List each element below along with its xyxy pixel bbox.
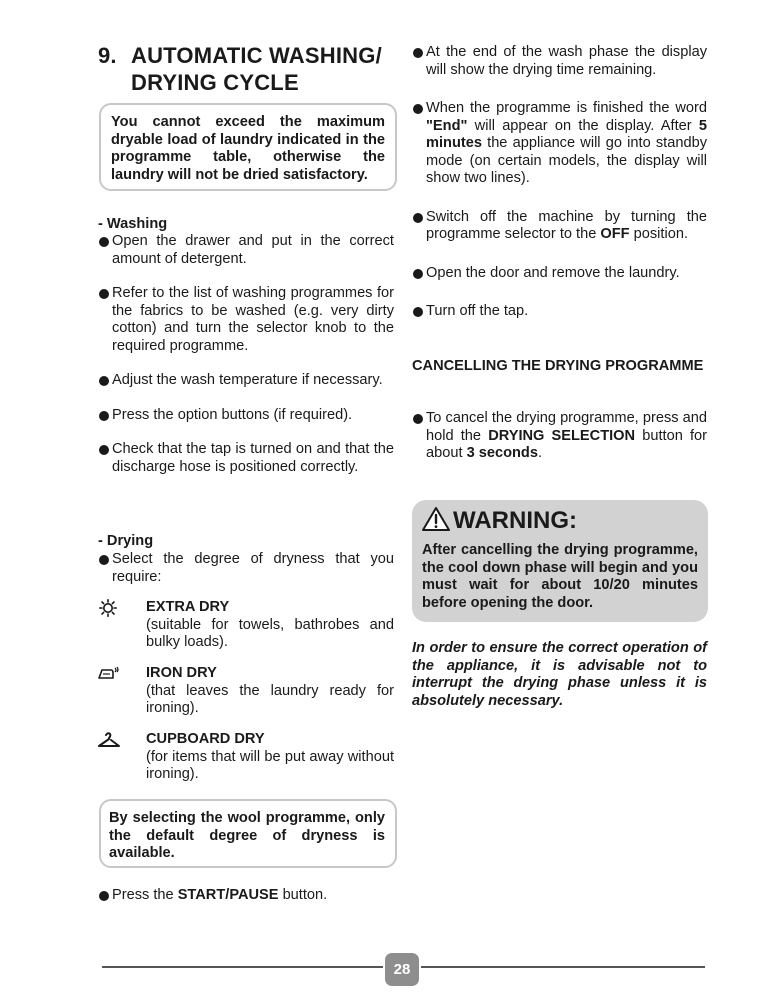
warning-text: After cancelling the drying programme, the cool down phase will begin and you must wait for about 10/20 minutes before opening the door.: [422, 542, 698, 611]
bullet-icon: [99, 289, 109, 299]
warning-box: [412, 500, 708, 622]
washing-bullet: Refer to the list of washing programmes for the fabrics to be washed (e.g. very dirty cotton) and turn the selector knob to the required programme.: [99, 285, 394, 355]
bullet-icon: [99, 555, 109, 565]
bullet-icon: [413, 307, 423, 317]
dryness-name: IRON DRY: [146, 665, 217, 681]
drying-bullet: Select the degree of dryness that you require:: [99, 551, 394, 586]
wool-notice-text: By selecting the wool programme, only the default degree of dryness is available.: [109, 810, 385, 861]
dryness-desc: (suitable for towels, bathrobes and bulky loads).: [146, 616, 394, 650]
dryness-extra-dry: [98, 599, 394, 652]
right-bullet: Switch off the machine by turning the programme selector to the OFF position.: [413, 209, 707, 244]
right-bullet: Open the door and remove the laundry.: [413, 265, 707, 283]
cancel-heading: CANCELLING THE DRYING PROGRAMME: [412, 358, 704, 374]
right-bullet: Turn off the tap.: [413, 303, 707, 321]
iron-icon: [98, 665, 120, 683]
dryness-cupboard-dry: [98, 731, 394, 784]
bullet-icon: [99, 376, 109, 386]
start-pause-label: START/PAUSE: [177, 887, 279, 903]
dryness-name: EXTRA DRY: [146, 599, 230, 615]
page-number: 28: [385, 953, 419, 986]
washing-heading: - Washing: [98, 216, 168, 232]
bullet-icon: [413, 213, 423, 223]
washing-bullet: Adjust the wash temperature if necessary.: [99, 372, 394, 390]
start-bullet: Press the START/PAUSE button.: [99, 887, 394, 905]
cancel-bullet: To cancel the drying programme, press and hold the DRYING SELECTION button for about 3 seconds.: [413, 410, 707, 463]
load-notice-text: You cannot exceed the maximum dryable load of laundry indicated in the programme table, otherwise the laundry will not be dried satisfactory.: [111, 114, 385, 183]
bullet-icon: [99, 891, 109, 901]
title-line-2: DRYING CYCLE: [131, 70, 299, 95]
sun-icon: [98, 599, 120, 617]
dryness-desc: (that leaves the laundry ready for ironing).: [146, 682, 394, 716]
warning-title: WARNING:: [422, 506, 577, 535]
section-title: [98, 42, 398, 96]
dryness-desc: (for items that will be put away without ironing).: [146, 748, 394, 782]
footer-rule-right: [421, 966, 705, 968]
warning-triangle-icon: [422, 506, 450, 532]
dryness-iron-dry: [98, 665, 394, 718]
washing-bullet: Open the drawer and put in the correct amount of detergent.: [99, 233, 394, 268]
bullet-icon: [413, 48, 423, 58]
bullet-icon: [99, 237, 109, 247]
bullet-icon: [99, 445, 109, 455]
title-line-1: AUTOMATIC WASHING/: [131, 43, 382, 68]
dryness-name: CUPBOARD DRY: [146, 731, 265, 747]
footer-rule-left: [102, 966, 383, 968]
bullet-icon: [413, 104, 423, 114]
right-bullet: At the end of the wash phase the display will show the drying time remaining.: [413, 44, 707, 79]
bullet-icon: [99, 411, 109, 421]
right-column-list: [413, 44, 707, 321]
advice-text: In order to ensure the correct operation of the appliance, it is advisable not to interrupt the drying phase unless it is absolutely necessary.: [412, 640, 707, 709]
washing-bullet: Press the option buttons (if required).: [99, 407, 394, 425]
right-bullet: When the programme is finished the word "End" will appear on the display. After 5 minutes the appliance will go into standby mode (on certain models, the display will show two lines).: [413, 100, 707, 188]
wool-notice-box: [99, 799, 397, 868]
bullet-icon: [413, 269, 423, 279]
load-notice-box: [99, 103, 397, 191]
washing-list: [99, 233, 394, 476]
washing-bullet: Check that the tap is turned on and that the discharge hose is positioned correctly.: [99, 441, 394, 476]
bullet-icon: [413, 414, 423, 424]
hanger-icon: [98, 731, 120, 749]
section-number: 9.: [98, 43, 117, 68]
drying-heading: - Drying: [98, 533, 154, 549]
